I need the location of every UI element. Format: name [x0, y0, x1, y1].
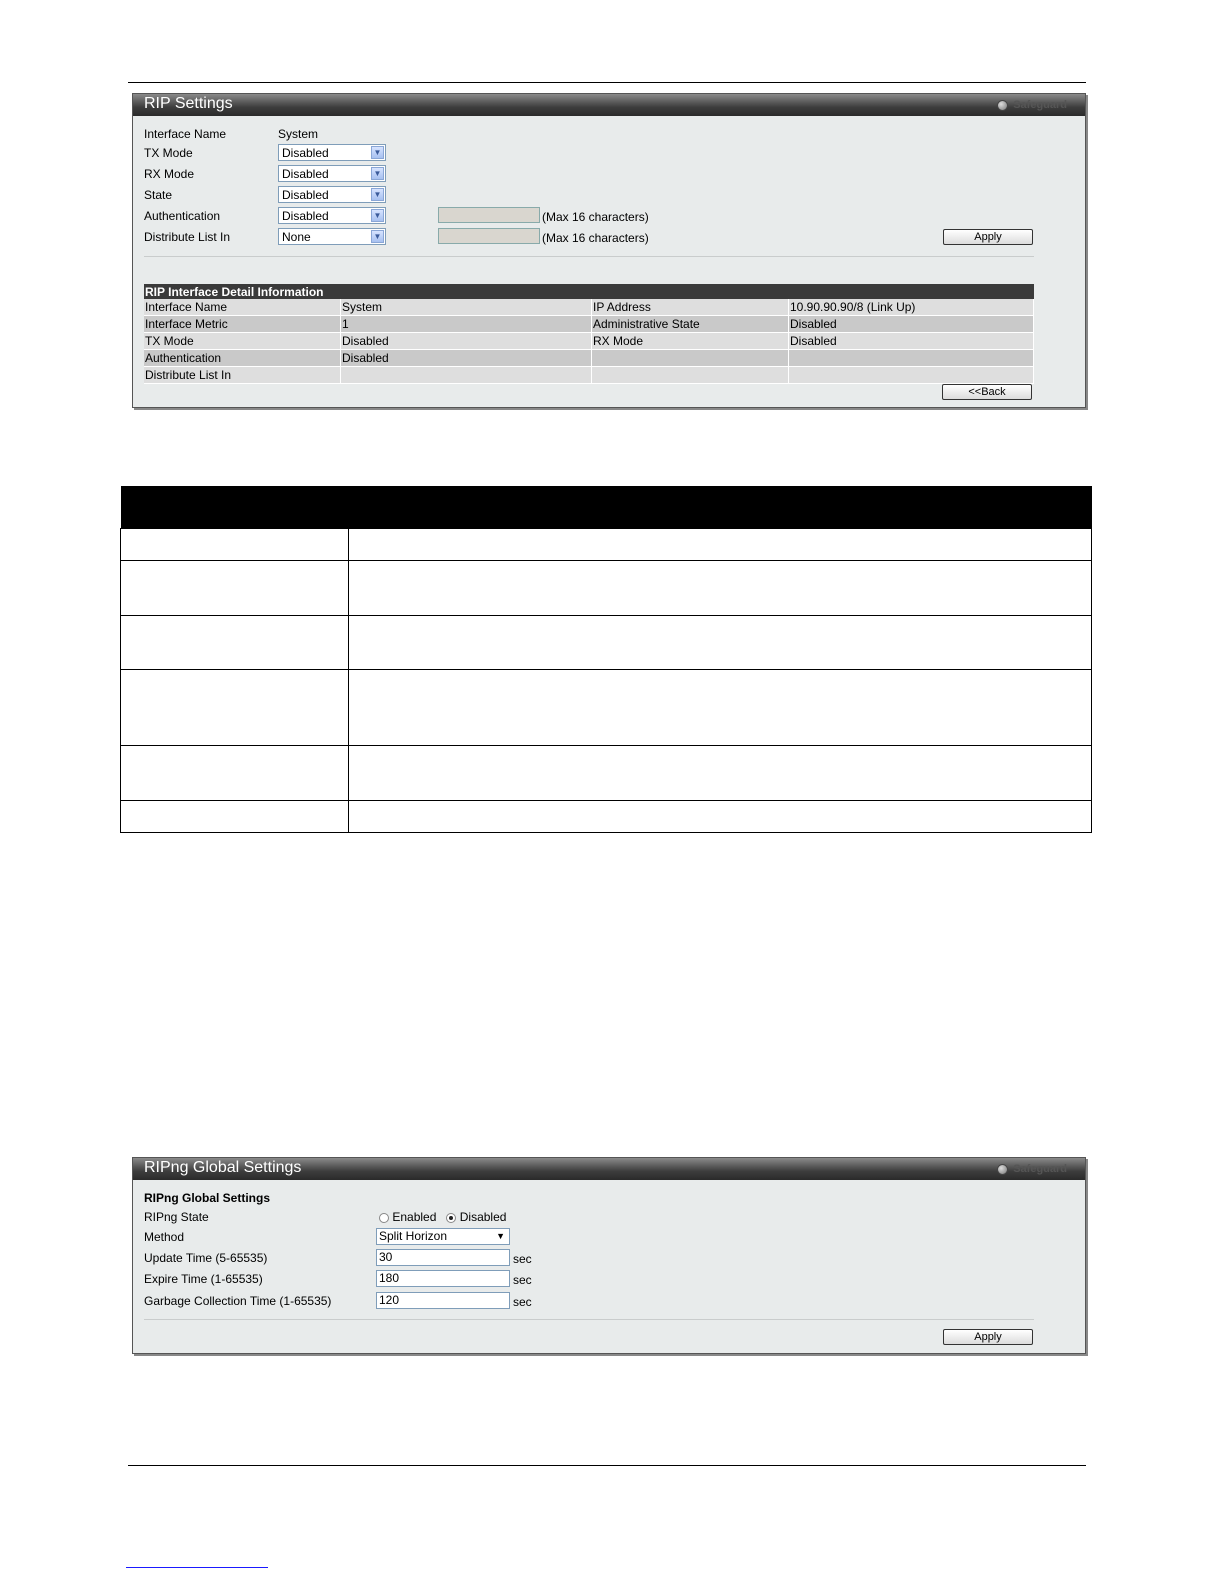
authentication-label: Authentication	[144, 209, 221, 223]
table-cell: RX Mode	[592, 333, 789, 350]
bottom-rule	[128, 1465, 1086, 1466]
distribute-list-hint: (Max 16 characters)	[542, 231, 649, 245]
table-cell: Disabled	[341, 350, 592, 367]
rx-mode-value: Disabled	[282, 167, 329, 181]
update-time-input[interactable]: 30	[376, 1249, 510, 1266]
expire-time-label: Expire Time (1-65535)	[144, 1272, 263, 1286]
disabled-label: Disabled	[459, 1210, 507, 1224]
disabled-radio[interactable]	[446, 1213, 456, 1223]
table-row	[121, 529, 1092, 561]
table-row	[144, 333, 1034, 350]
ripng-global-settings-panel	[132, 1157, 1086, 1354]
ripng-state-label: RIPng State	[144, 1210, 209, 1224]
table-cell	[121, 670, 349, 746]
chevron-down-icon: ▼	[371, 188, 384, 201]
table-cell: 10.90.90.90/8 (Link Up)	[789, 299, 1034, 316]
table-cell: Disabled	[789, 333, 1034, 350]
chevron-down-icon: ▼	[371, 167, 384, 180]
table-row	[121, 746, 1092, 801]
table-cell: TX Mode	[144, 333, 341, 350]
table-cell	[341, 367, 592, 384]
chevron-down-icon: ▼	[371, 146, 384, 159]
apply-button[interactable]: Apply	[943, 229, 1033, 245]
table-cell	[349, 529, 1092, 561]
table-row	[144, 316, 1034, 333]
table-cell	[349, 670, 1092, 746]
table-cell	[349, 561, 1092, 616]
table-cell	[592, 350, 789, 367]
update-time-label: Update Time (5-65535)	[144, 1251, 268, 1265]
table-cell	[121, 616, 349, 670]
panel-header	[133, 94, 1085, 116]
table-cell: System	[341, 299, 592, 316]
safeguard-indicator[interactable]	[997, 1163, 1067, 1175]
authentication-value: Disabled	[282, 209, 329, 223]
rip-settings-panel	[132, 93, 1086, 408]
table-cell	[592, 367, 789, 384]
state-select[interactable]	[278, 186, 386, 203]
table-row	[144, 367, 1034, 384]
table-row	[121, 670, 1092, 746]
table-cell	[349, 616, 1092, 670]
enabled-label: Enabled	[392, 1210, 437, 1224]
parameter-description-table	[120, 486, 1092, 833]
safeguard-icon	[997, 1164, 1008, 1175]
table-cell: Interface Metric	[144, 316, 341, 333]
back-button[interactable]: <<Back	[942, 384, 1032, 400]
apply-button[interactable]: Apply	[943, 1329, 1033, 1345]
table-row	[121, 561, 1092, 616]
footer-link-underline	[126, 1567, 268, 1568]
detail-table-title: RIP Interface Detail Information	[144, 284, 1034, 299]
table-cell	[121, 801, 349, 833]
safeguard-label: Safeguard	[1013, 99, 1067, 111]
chevron-down-icon: ▼	[371, 209, 384, 222]
method-value: Split Horizon	[379, 1229, 448, 1243]
state-label: State	[144, 188, 173, 202]
rip-interface-detail-table	[144, 284, 1034, 384]
safeguard-icon	[997, 100, 1008, 111]
authentication-hint: (Max 16 characters)	[542, 210, 649, 224]
distribute-list-label: Distribute List In	[144, 230, 231, 244]
table-cell	[789, 367, 1034, 384]
table-row	[121, 616, 1092, 670]
chevron-down-icon: ▼	[496, 1231, 505, 1241]
table-row	[144, 350, 1034, 367]
table-cell: Authentication	[144, 350, 341, 367]
method-label: Method	[144, 1230, 185, 1244]
table-cell: Disabled	[341, 333, 592, 350]
authentication-password-input[interactable]	[438, 207, 540, 223]
section-title: RIPng Global Settings	[144, 1191, 271, 1205]
update-time-unit: sec	[513, 1252, 532, 1266]
table-cell: IP Address	[592, 299, 789, 316]
safeguard-label: Safeguard	[1013, 1163, 1067, 1175]
interface-name-value: System	[278, 127, 319, 141]
table-cell: Disabled	[789, 316, 1034, 333]
expire-time-input[interactable]: 180	[376, 1270, 510, 1287]
rx-mode-select[interactable]	[278, 165, 386, 182]
panel-title: RIPng Global Settings	[144, 1159, 302, 1176]
table-header-cell	[349, 486, 1092, 529]
table-header-cell	[121, 486, 349, 529]
garbage-collection-unit: sec	[513, 1295, 532, 1309]
safeguard-indicator[interactable]	[997, 99, 1067, 111]
distribute-list-input[interactable]	[438, 228, 540, 244]
tx-mode-label: TX Mode	[144, 146, 193, 160]
panel-header	[133, 1158, 1085, 1180]
garbage-collection-label: Garbage Collection Time (1-65535)	[144, 1294, 332, 1308]
interface-name-label: Interface Name	[144, 127, 227, 141]
table-row	[144, 299, 1034, 316]
distribute-list-value: None	[282, 230, 311, 244]
rx-mode-label: RX Mode	[144, 167, 195, 181]
expire-time-unit: sec	[513, 1273, 532, 1287]
divider	[144, 1319, 1034, 1320]
tx-mode-value: Disabled	[282, 146, 329, 160]
panel-title: RIP Settings	[144, 95, 233, 112]
divider	[144, 256, 1034, 257]
table-cell	[789, 350, 1034, 367]
ripng-state-radio-group	[379, 1210, 506, 1224]
table-cell: Administrative State	[592, 316, 789, 333]
table-cell	[121, 529, 349, 561]
garbage-collection-input[interactable]: 120	[376, 1292, 510, 1309]
table-cell: Interface Name	[144, 299, 341, 316]
table-row	[121, 801, 1092, 833]
table-cell	[349, 746, 1092, 801]
top-rule	[128, 82, 1086, 83]
state-value: Disabled	[282, 188, 329, 202]
enabled-radio[interactable]	[379, 1213, 389, 1223]
method-select[interactable]	[376, 1228, 510, 1245]
table-cell	[349, 801, 1092, 833]
table-cell	[121, 561, 349, 616]
tx-mode-select[interactable]	[278, 144, 386, 161]
authentication-select[interactable]	[278, 207, 386, 224]
chevron-down-icon: ▼	[371, 230, 384, 243]
table-cell	[121, 746, 349, 801]
distribute-list-select[interactable]	[278, 228, 386, 245]
table-cell: Distribute List In	[144, 367, 341, 384]
table-cell: 1	[341, 316, 592, 333]
